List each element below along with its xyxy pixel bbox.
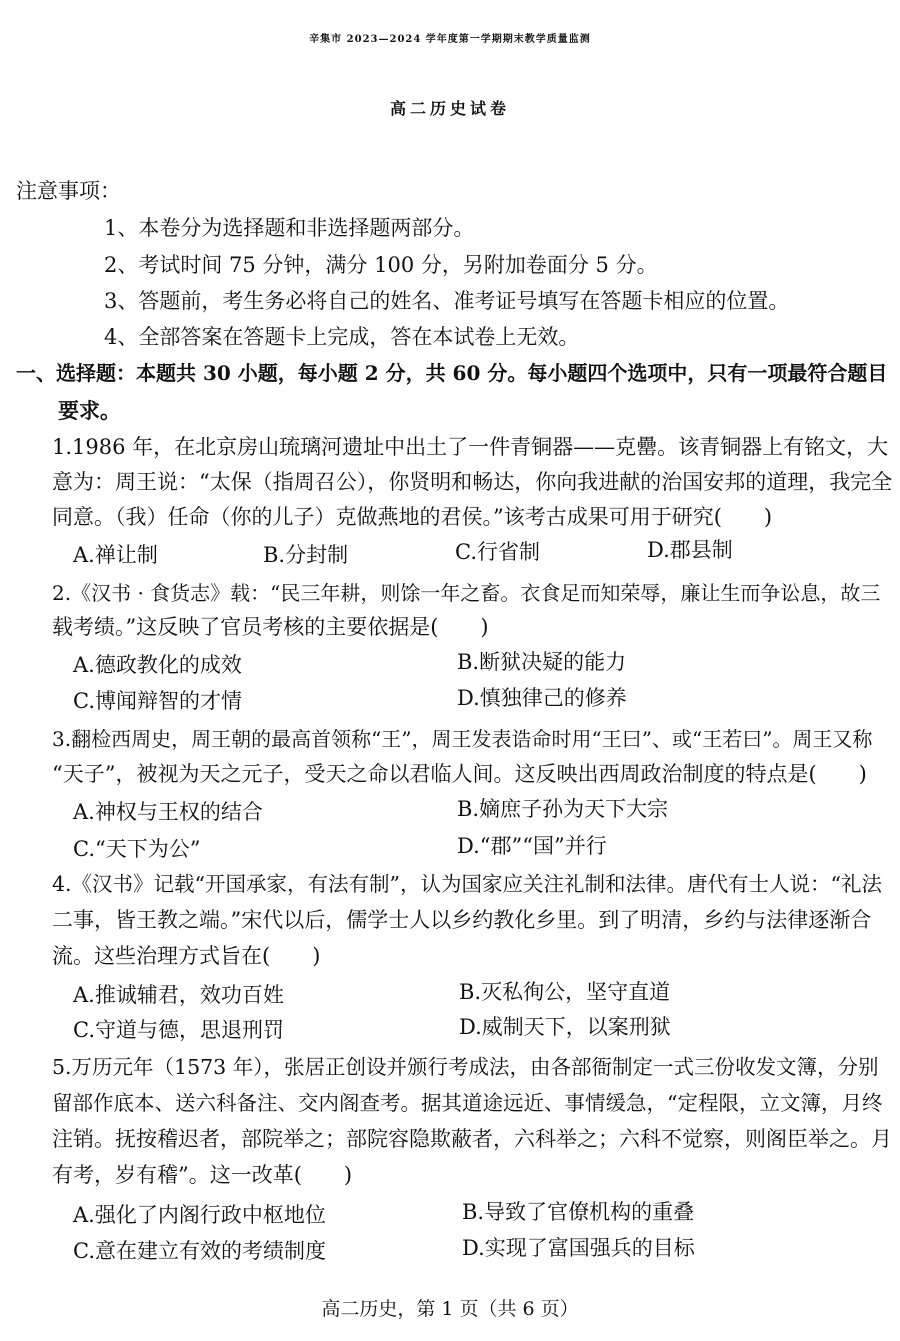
page-footer: 高二历史，第 1 页（共 6 页）	[321, 1298, 579, 1320]
notice-heading: 注意事项：	[16, 179, 121, 203]
section-heading: 一、选择题：本题共 30 小题，每小题 2 分，共 60 分。每小题四个选项中，只有一项最符合题目	[16, 361, 888, 385]
question-4-option-b: B.灭私徇公，坚守直道	[459, 980, 671, 1004]
question-2-option-c: C.博闻辩智的才情	[73, 689, 242, 713]
question-5-text: 留部作底本、送六科备注、交内阁查考。据其道途远近、事情缓急，“定程限，立文簿，月终	[52, 1091, 883, 1115]
question-3-option-d: D.“郡”“国”并行	[457, 834, 607, 858]
question-1-text: 同意。（我）任命（你的儿子）克做燕地的君侯。”该考古成果可用于研究( )	[52, 505, 773, 529]
question-5-option-c: C.意在建立有效的考绩制度	[73, 1239, 326, 1263]
question-4-option-a: A.推诚辅君，效功百姓	[73, 983, 284, 1007]
question-2-text: 载考绩。”这反映了官员考核的主要依据是( )	[52, 615, 489, 639]
exam-header-title: 辛集市 2023—2024 学年度第一学期期末教学质量监测	[309, 34, 591, 45]
question-2-text: 2.《汉书 · 食货志》载：“民三年耕，则馀一年之畜。衣食足而知荣辱，廉让生而争讼息，故三	[52, 581, 881, 605]
exam-subject-title: 高二历史试卷	[389, 99, 510, 118]
question-1-option-b: B.分封制	[263, 543, 349, 567]
question-4-option-c: C.守道与德，思退刑罚	[73, 1018, 284, 1042]
question-3-text: “天子”，被视为天之元子，受天之命以君临人间。这反映出西周政治制度的特点是( )	[52, 762, 867, 786]
section-heading-cont: 要求。	[58, 398, 121, 423]
question-5-option-b: B.导致了官僚机构的重叠	[462, 1200, 695, 1224]
notice-item: 3、答题前，考生务必将自己的姓名、准考证号填写在答题卡相应的位置。	[104, 289, 790, 313]
question-5-text: 5.万历元年（1573 年），张居正创设并颁行考成法，由各部衙制定一式三份收发文簿，分别	[52, 1055, 879, 1079]
question-2-option-d: D.慎独律己的修养	[457, 686, 627, 710]
question-5-option-a: A.强化了内阁行政中枢地位	[73, 1203, 326, 1227]
question-3-option-c: C.“天下为公”	[73, 837, 201, 861]
notice-item: 4、全部答案在答题卡上完成，答在本试卷上无效。	[104, 325, 580, 349]
question-1-option-a: A.禅让制	[73, 543, 158, 567]
question-5-text: 注销。抚按稽迟者，部院举之；部院容隐欺蔽者，六科举之；六科不觉察，则阁臣举之。月	[52, 1127, 892, 1151]
question-1-option-d: D.郡县制	[647, 538, 733, 562]
question-5-option-d: D.实现了富国强兵的目标	[462, 1236, 695, 1260]
notice-item: 1、本卷分为选择题和非选择题两部分。	[104, 216, 475, 240]
question-1-text: 1.1986 年，在北京房山琉璃河遗址中出土了一件青铜器——克罍。该青铜器上有铭文，大	[52, 435, 889, 459]
question-3-option-b: B.嫡庶子孙为天下大宗	[457, 797, 669, 821]
question-3-option-a: A.神权与王权的结合	[73, 800, 263, 824]
question-4-text: 二事，皆王教之端。”宋代以后，儒学士人以乡约教化乡里。到了明清，乡约与法律逐渐合	[52, 908, 872, 932]
question-2-option-a: A.德政教化的成效	[73, 653, 242, 677]
question-1-text: 意为：周王说：“太保（指周召公），你贤明和畅达，你向我进献的治国安邦的道理，我完全	[52, 470, 893, 494]
question-4-text: 流。这些治理方式旨在( )	[52, 944, 321, 968]
question-5-text: 有考，岁有稽”。这一改革( )	[52, 1163, 353, 1187]
notice-item: 2、考试时间 75 分钟，满分 100 分，另附加卷面分 5 分。	[104, 253, 658, 277]
question-3-text: 3.翻检西周史，周王朝的最高首领称“王”，周王发表诰命时用“王曰”、或“王若曰”。周王又称	[52, 727, 873, 751]
question-1-option-c: C.行省制	[455, 540, 540, 564]
question-4-option-d: D.威制天下，以案刑狱	[459, 1015, 671, 1039]
question-2-option-b: B.断狱决疑的能力	[457, 650, 627, 674]
question-4-text: 4.《汉书》记载“开国承家，有法有制”，认为国家应关注礼制和法律。唐代有士人说：“礼法	[52, 872, 882, 896]
